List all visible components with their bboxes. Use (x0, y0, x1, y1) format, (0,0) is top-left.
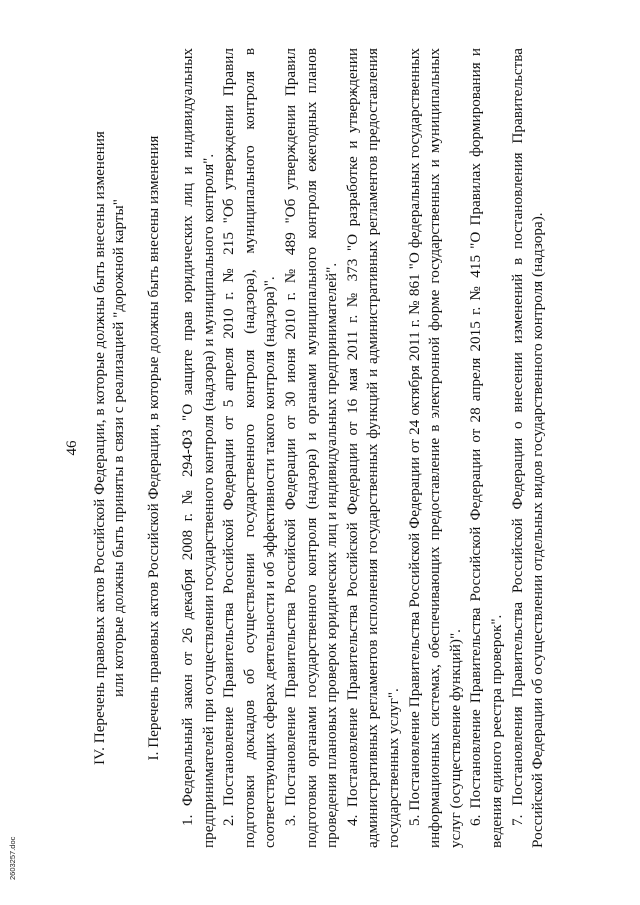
list-item: 5. Постановление Правительства Российской Федерации от 24 октября 2011 г. № 861 "О федеральных государственных информационных системах, обеспечивающих предоставление в электронной форме государственных и муниципальных услуг (осуществление функций)". (405, 48, 464, 848)
subsection-title: I. Перечень правовых актов Российской Федерации, в которые должны быть внесены изменения (145, 135, 162, 761)
rotated-content (62, 48, 547, 848)
list-item: 2. Постановление Правительства Российской Федерации от 5 апреля 2010 г. № 215 "Об утверждении Правил подготовки докладов об осуществлении государственного контроля (надзора), муниципального контроля в соответствующих сферах деятельности и об эффективности такого контроля (надзора)". (220, 48, 279, 848)
list-item: 6. Постановление Правительства Российской Федерации от 28 апреля 2015 г. № 415 "О Правилах формирования и ведения единого реестра проверок". (467, 48, 505, 848)
footer-file-code: 2603257.doc (8, 836, 17, 880)
acts-list (178, 48, 549, 848)
list-item: 4. Постановление Правительства Российской Федерации от 16 мая 2011 г. № 373 "О разработке и утверждении административных регламентов исполнения государственных функций и административных регламентов предоставления государственных услуг". (343, 48, 402, 848)
list-item: 3. Постановление Правительства Российской Федерации от 30 июня 2010 г. № 489 "Об утверждении Правил подготовки органами государственного контроля (надзора) и органами муниципального контроля ежегодных планов проведения плановых проверок юридических лиц и индивидуальных предпринимателей". (281, 48, 341, 848)
list-item: 1. Федеральный закон от 26 декабря 2008 г. № 294-ФЗ "О защите прав юридических лиц и индивидуальных предпринимателей при осуществлении государственного контроля (надзора) и муниципального контроля". (179, 48, 217, 848)
list-item: 7. Постановления Правительства Российской Федерации о внесении изменений в постановления Правительства Российской Федерации об осуществлении отдельных видов государственного контроля (надзора). (508, 48, 547, 848)
section-title (90, 48, 128, 848)
section-title-line-1: IV. Перечень правовых актов Российской Федерации, в которые должны быть внесены изменения (91, 131, 108, 765)
section-title-line-2: или которые должны быть приняты в связи с реализацией "дорожной карты" (110, 199, 127, 697)
page-number: 46 (64, 440, 80, 456)
